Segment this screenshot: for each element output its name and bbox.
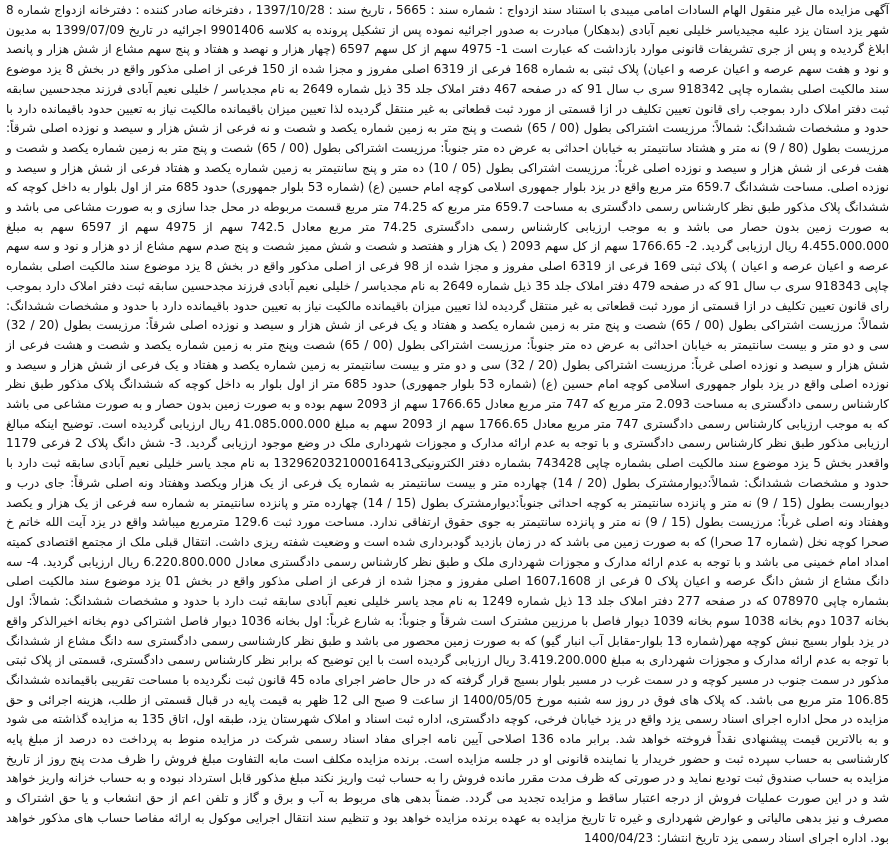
notice-body-text: آگهی مزایده مال غیر منقول الهام السادات امامی میبدی با استناد سند ازدواج : شماره سند : 5665 ، تاریخ سند : 1397/10/28 ، دفترخانه صادر کننده : دفترخانه ازدواج شماره 8 شهر یزد استان یزد علیه مجیدیاسر خلیلی نعیم آبادی (بدهکار) مبادرت به صدور اجرائیه نموده پس از تشکیل پرونده به کلاسه 9901406 اجرائیه در تاریخ 1399/07/09 به مدیون ابلاغ گردیده و پس از جری تشریفات قانونی موارد بازداشت که عبارت است 1- 4975 سهم از کل سهم 6597 (چهار هزار و نهصد و هفتاد و پنج سهم مشاع از شش هزار و پانصد و نود و هفت سهم عرصه و اعیان عرصه و اعیان) پلاک ثبتی به شماره 168 فرعی از 6319 اصلی مفروز و مجزا شده از 150 فرعی از اصلی مذکور واقع در بخش 8 یزد موضوع سند مالکیت اصلی بشماره چاپی 918342 سری ب سال 91 که در صفحه 467 دفتر املاک جلد 35 ذیل شماره 2649 به نام مجدیاسر / خلیلی نعیم آبادی فرزند مجدحسین سابقه ثبت دفتر املاک دارد بموجب رای قانون تعیین تکلیف در ازا قسمتی از مورد ثبت قطعاتی به غیر منتقل گردیده لذا تعیین میزان باقیمانده مالکیت نیاز به تعیین حدود باقیمانده دارد با حدود و مشخصات ششدانگ: شمالاً: مرزیست اشتراکی بطول (00 / 65) شصت و پنج متر به زمین شماره یکصد و شصت و نه فرعی از شش هزار و سیصد و نوزده اصلی شرقاً: مرزیست بطول (80 / 9) نه متر و هشتاد سانتیمتر به خیابان احداثی به عرض ده متر جنوباً: مرزیست اشتراکی بطول (00 / 65) شصت و پنج متر به زمین شماره یکصد و شصت و هفت فرعی از شش هزار و سیصد و نوزده اصلی غرباً: مرزیست اشتراکی بطول (05 / 10) ده متر و پنج سانتیمتر به زمین شماره یکصد و هفتاد فرعی از شش هزار و سیصد و نوزده اصلی. مساحت ششدانگ 659.7 متر مربع واقع در یزد بلوار جمهوری اسلامی کوچه امام حسین (ع) (شماره 53 بلوار جمهوری) حدود 685 متر از اول بلوار به داخل کوچه که ششدانگ پلاک مذکور طبق نظر کارشناس رسمی دادگستری به مساحت 659.7 متر مربع که 74.25 متر مربع قسمت مربوطه در محل جدا سازی و به صورت مشاعی می باشد و به صورت زمین بدون حصار می باشد و به موجب ارزیابی کارشناس رسمی دادگستری 74.25 متر مربع معادل 742.5 سهم از 4975 سهم از 6597 سهم به مبلغ 4.455.000.000 ریال ارزیابی گردید. 2- 1766.65 سهم از کل سهم 2093 ( یک هزار و هفتصد و شصت و شش ممیز شصت و پنج صدم سهم مشاع از دو هزار و نود و سه سهم عرصه و اعیان عرصه و اعیان ) پلاک ثبتی 169 فرعی از 6319 اصلی مفروز و مجزا شده از 98 فرعی از اصلی مذکور واقع در بخش 8 یزد موضوع سند مالکیت اصلی بشماره چاپی 918343 سری ب سال 91 که در صفحه 479 دفتر املاک جلد 35 ذیل شماره 2649 به نام مجدیاسر / خلیلی نعیم آبادی فرزند مجدحسین سابقه ثبت دفتر املاک دارد بموجب رای قانون تعیین تکلیف در ازا قسمتی از مورد ثبت قطعاتی به غیر منتقل گردیده لذا تعیین میزان باقیمانده مالکیت نیاز به تعیین حدود باقیمانده دارد با حدود و مشخصات ششدانگ: شمالاً: مرزیست اشتراکی بطول (00 / 65) شصت و پنج متر به زمین شماره یکصد و هفتاد و یک فرعی از شش هزار و سیصد و نوزده اصلی شرقاً: مرزیست بطول (20 / 32) سی و دو متر و بیست سانتیمتر به خیابان احداثی به عرض ده متر جنوباً: مرزیست اشتراکی بطول (00 / 65) شصت وپنج متر به زمین شماره یکصد و شصت و هشت فرعی از شش هزار و سیصد و نوزده اصلی غرباً: مرزیست اشتراکی بطول (20 / 32) سی و دو متر و بیست سانتیمتر به زمین شماره یکصد و هفتاد و یک فرعی از شش هزار و سیصد و نوزده اصلی واقع در یزد بلوار جمهوری اسلامی کوچه امام حسین (ع) (شماره 53 بلوار جمهوری) حدود 685 متر از اول بلوار به داخل کوچه که ششدانگ پلاک مذکور طبق نظر کارشناس رسمی دادگستری به مساحت 2.093 متر مربع که 747 متر مربع معادل 1766.65 سهم از 2093 سهم بوده و به صورت زمین بدون حصار و به صورت مشاعی می باشد که به موجب ارزیابی کارشناس رسمی دادگستری 747 متر مربع معادل 1766.65 سهم از 2093 سهم به مبلغ 41.085.000.000 ریال ارزیابی گردیده است. توضیح اینکه مبالغ ارزیابی مذکور طبق نظر کارشناس رسمی دادگستری و با توجه به عدم ارائه مدارک و مجوزات شهرداری ملک در وضع موجود ارزیابی گردید. 3- شش دانگ پلاک 2 فرعی 1179 واقعدر بخش 5 یزد موضوع سند مالکیت اصلی بشماره چاپی 743428 بشماره دفتر الکترونیکی132962032100016413 به نام مجد یاسر خلیلی نعیم آبادی سابقه ثبت دارد با حدود و مشخصات ششدانگ: شمالاً:دیوارمشترک بطول (20 / 14) چهارده متر و بیست سانتیمتر به شماره یک فرعی از یک هزار ویکصد وهفتاد ونه اصلی شرقاً: جای درب و دیواربست بطول (15 / 9) نه متر و پانزده سانتیمتر به کوچه احداثی جنوباً:دیوارمشترک بطول (15 / 14) چهارده متر و پانزده سانتیمتر به شماره سه فرعی از یک هزار و یکصد وهفتاد ونه اصلی غرباً: مرزیست بطول (15 / 9) نه متر و پانزده سانتیمتر به جوی حقوق ارتفاقی ندارد. مساحت مورد ثبت 129.6 مترمربع میباشد واقع در یزد آیت الله خاتم خ صحرا کوچه نخل (شماره 17 صحرا) که به صورت زمین می باشد که در زمان بازدید گودبرداری شده است و وضعیت شفته ریزی داشت. انتقال قبلی ملک از مجتمع اقتصادی کمیته امداد امام خمینی می باشد و با توجه به عدم ارائه مدارک و مجوزات شهرداری ملک و طبق نظر کارشناس رسمی دادگستری معادل 6.220.800.000 ریال ارزیابی گردید. 4- سه دانگ مشاع از شش دانگ عرصه و اعیان پلاک 0 فرعی از 1607،1608 اصلی مفروز و مجزا شده از فرعی از اصلی مذکور واقع در بخش 01 یزد موضوع سند مالکیت اصلی بشماره چاپی 078970 که در صفحه 277 دفتر املاک جلد 13 ذیل شماره 1249 به نام مجد یاسر خلیلی نعیم آبادی سابقه ثبت دارد با حدود و مشخصات ششدانگ: شمالاً: اول بخانه 1037 دوم بخانه 1038 سوم بخانه 1039 دیوار فاصل با مرزیین مشترک است شرقاً و جنوباً: به شارع غرباً: اول بخانه 1036 دیوار فاصل اشتراکی دوم بخانه اخیرالذکر واقع در یزد بلوار بسیج نبش کوچه مهر(شماره 13 بلوار-مقابل آب انبار گیو) که به صورت زمین محصور می باشد و طبق نظر کارشناسی رسمی دادگستری سه دانگ مشاع از ششدانگ با توجه به عدم ارائه مدارک و مجوزات شهرداری به مبلغ 3.419.200.000 ریال ارزیابی گردیده است با این توضیح که برابر نظر کارشناس رسمی دادگستری، قسمتی از پلاک ثبتی مذکور در سمت جنوب در مسیر کوچه و در سمت غرب در مسیر بلوار بسیج قرار گرفته که در حال حاضر اجرای ماده 45 قانون ثبت نگردیده با مساحت تقریبی باقیمانده ششدانگ 106.85 متر مربع می باشد. که پلاک های فوق در روز سه شنبه مورخ 1400/05/05 از ساعت 9 صبح الی 12 ظهر به قیمت پایه در قبال قسمتی از طلب، هزینه اجرائی و حق مزایده در محل اداره اجرای اسناد رسمی یزد واقع در یزد خیابان فرخی، کوچه دادگستری، اداره ثبت اسناد و املاک شهرستان یزد، طبقه اول، اتاق 135 به مزایده گذاشته می شود و به بالاترین قیمت پیشنهادی نقداً فروخته خواهد شد. برابر ماده 136 اصلاحی آیین نامه اجرای مفاد اسناد رسمی شرکت در مزایده منوط به پرداخت ده درصد از مبلغ پایه کارشناسی به حساب سپرده ثبت و حضور خریدار یا نماینده قانونی او در جلسه مزایده است. برنده مزایده مکلف است مابه التفاوت مبلغ فروش را ظرف مدت پنج روز از تاریخ مزایده به حساب صندوق ثبت تودیع نماید و در صورتی که ظرف مدت مقرر مانده فروش را به حساب ثبت واریز نکند مبلغ مذکور قابل استرداد نبوده و به حساب خزانه واریز خواهد شد و در این صورت عملیات فروش از درجه اعتبار ساقط و مزایده تجدید می گردد. ضمناً بدهی های مربوط به آب و برق و گاز و تلفن اعم از حق انشعاب و یا حق اشتراک و مصرف و نیز بدهی مالیاتی و عوارض شهرداری و غیره تا تاریخ مزایده به عهده برنده مزایده خواهد بود و تنظیم سند انتقال اجرایی موکول به ارائه مفاصا حساب های مذکور خواهد بود. اداره اجرای اسناد رسمی یزد تاریخ انتشار: 1400/04/23 bbox=[6, 3, 890, 845]
